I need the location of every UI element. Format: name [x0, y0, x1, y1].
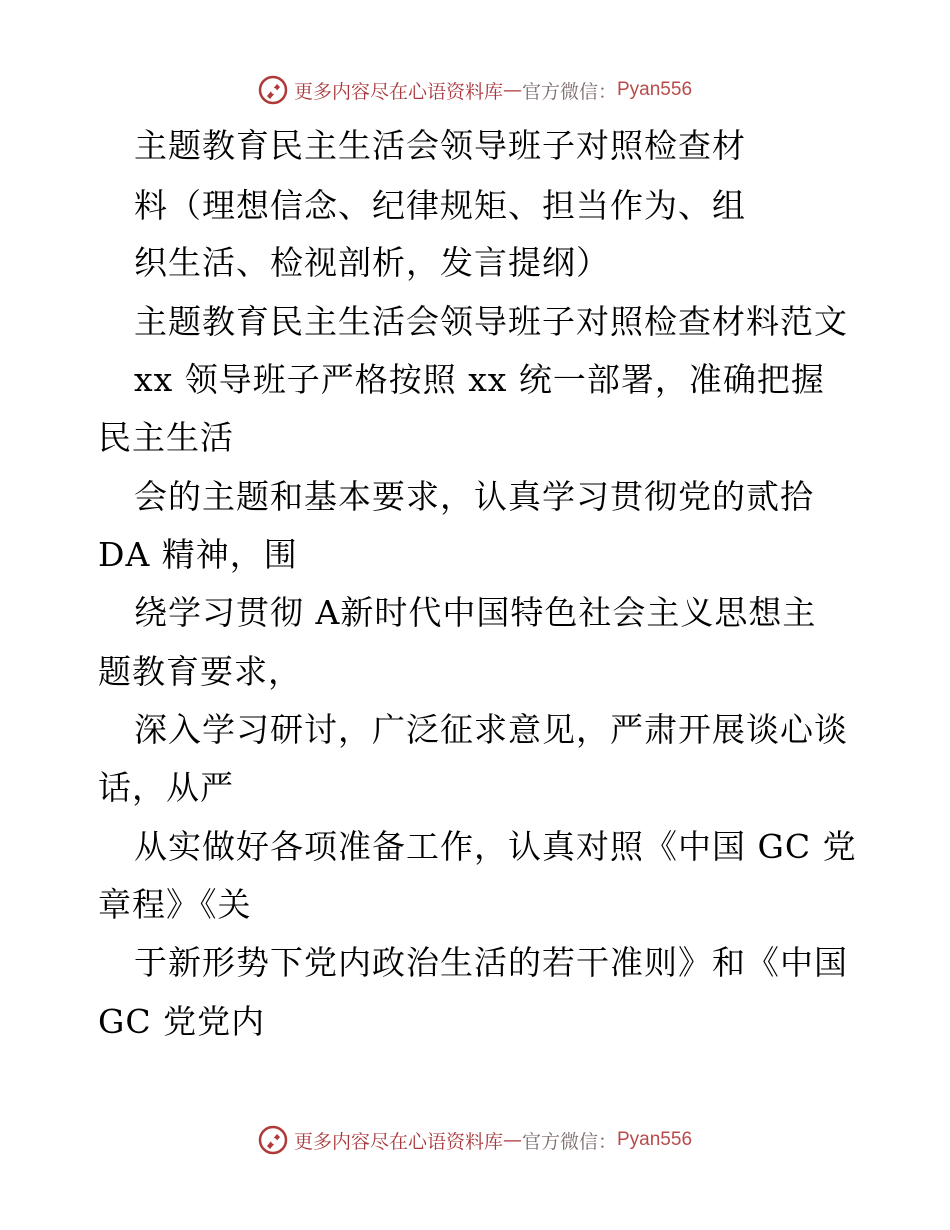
text-line: GC 党党内	[98, 1002, 266, 1041]
watermark-text: 更多内容尽在心语资料库	[293, 1130, 503, 1153]
text-line: xx 领导班子严格按照 xx 统一部署，准确把握	[134, 360, 825, 399]
text-line: 织生活、检视剖析，发言提纲）	[134, 243, 610, 282]
text-line: 会的主题和基本要求，认真学习贯彻党的贰拾	[134, 477, 814, 516]
watermark-label: 官方微信：	[521, 1130, 617, 1153]
text-line: 民主生活	[98, 418, 234, 457]
text-line: 从实做好各项准备工作，认真对照《中国 GC 党	[134, 827, 857, 866]
watermark-separator: —	[502, 1129, 522, 1151]
footer-watermark	[0, 1122, 950, 1158]
watermark-label: 官方微信：	[521, 80, 617, 103]
text-line: 深入学习研讨，广泛征求意见，严肃开展谈心谈	[134, 710, 848, 749]
pen-logo-icon	[258, 1125, 288, 1155]
watermark-id: Pyan556	[617, 79, 693, 100]
watermark-id: Pyan556	[617, 1129, 693, 1150]
header-watermark	[0, 72, 950, 108]
text-line: DA 精神，围	[98, 535, 298, 574]
text-line: 绕学习贯彻 A新时代中国特色社会主义思想主	[134, 593, 817, 632]
watermark-text: 更多内容尽在心语资料库	[293, 80, 503, 103]
text-line: 主题教育民主生活会领导班子对照检查材	[134, 126, 746, 165]
text-line: 话，从严	[98, 768, 234, 807]
text-line: 料（理想信念、纪律规矩、担当作为、组	[134, 186, 746, 225]
pen-logo-icon	[258, 75, 288, 105]
text-line: 题教育要求，	[98, 652, 302, 691]
watermark-separator: —	[502, 79, 522, 101]
text-line: 于新形势下党内政治生活的若干准则》和《中国	[134, 943, 848, 982]
text-line: 主题教育民主生活会领导班子对照检查材料范文	[134, 302, 848, 341]
text-line: 章程》《关	[98, 885, 252, 924]
